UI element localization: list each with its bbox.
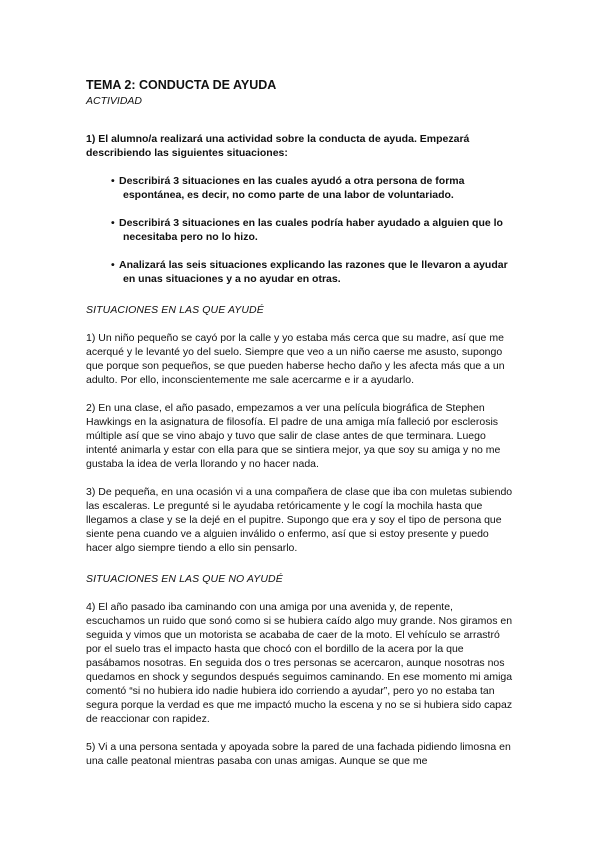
section-heading-helped: SITUACIONES EN LAS QUE AYUDÉ [86, 304, 264, 316]
paragraph: 5) Vi a una persona sentada y apoyada sobre la pared de una fachada pidiendo limosna en una calle peatonal mientras pasaba con unas amigas. Aunque se que me [86, 741, 511, 767]
list-item [100, 258, 508, 286]
bullet-icon: • [111, 175, 115, 187]
paragraph: 1) Un niño pequeño se cayó por la calle y yo estaba más cerca que su madre, así que me acerqué y le levanté yo del suelo. Siempre que veo a un niño caerse me asusto, supongo que porque son pequeños, se que pueden haberse hecho daño y les afecta más que a un adulto. Por ello, inconscientemente me sale acercarme e ir a ayudarlo. [86, 332, 505, 386]
bullet-icon: • [111, 217, 115, 229]
page-subtitle: ACTIVIDAD [86, 95, 143, 107]
document-body [86, 77, 516, 768]
section-heading-not-helped: SITUACIONES EN LAS QUE NO AYUDÉ [86, 573, 283, 585]
paragraph: 4) El año pasado iba caminando con una amiga por una avenida y, de repente, escuchamos un ruido que sonó como si se hubiera caído algo muy grande. Nos giramos en seguida y vimos que un motorista se acababa de caer de la moto. El vehículo se arrastró por el suelo tras el impacto hasta que chocó con el bordillo de la acera por la que pasábamos nosotras. En seguida dos o tres personas se acercaron, aunque nosotras nos quedamos en shock y segundos después seguimos caminando. En ese momento mi amiga comentó “si no hubiera ido nadie hubiera ido corriendo a ayudar”, pero yo no estaba tan segura porque la verdad es que me impactó mucho la escena y no se si hubiera sido capaz de reaccionar con rapidez. [86, 601, 513, 725]
task-text: Describirá 3 situaciones en las cuales podría haber ayudado a alguien que lo necesitaba pero no lo hizo. [119, 217, 503, 243]
paragraph: 2) En una clase, el año pasado, empezamos a ver una película biográfica de Stephen Hawkings en la asignatura de filosofía. El padre de una amiga mía falleció por esclerosis múltiple así que se vino abajo y tuvo que salir de clase antes de que terminara. Luego intenté animarla y estar con ella para que se sintiera mejor, ya que soy su amiga y no me gustaba la idea de verla llorando y no hacer nada. [86, 402, 501, 470]
task-text: Describirá 3 situaciones en las cuales ayudó a otra persona de forma espontánea, es decir, no como parte de una labor de voluntariado. [119, 175, 465, 201]
list-item [100, 216, 508, 244]
bullet-icon: • [111, 259, 115, 271]
page-title: TEMA 2: CONDUCTA DE AYUDA [86, 78, 277, 92]
task-text: Analizará las seis situaciones explicando las razones que le llevaron a ayudar en unas situaciones y a no ayudar en otras. [119, 259, 508, 285]
list-item [100, 174, 508, 202]
task-intro: 1) El alumno/a realizará una actividad sobre la conducta de ayuda. Empezará describiendo las siguientes situaciones: [86, 133, 470, 159]
task-list [86, 174, 516, 286]
paragraph: 3) De pequeña, en una ocasión vi a una compañera de clase que iba con muletas subiendo las escaleras. Le pregunté si le ayudaba retóricamente y le cogí la mochila hasta que llegamos a clase y se la dejé en el pupitre. Supongo que era y soy el tipo de persona que siente pena cuando ve a alguien inválido o enfermo, así que si estoy presente y puedo hacer algo siempre tiendo a ello sin pensarlo. [86, 486, 513, 554]
